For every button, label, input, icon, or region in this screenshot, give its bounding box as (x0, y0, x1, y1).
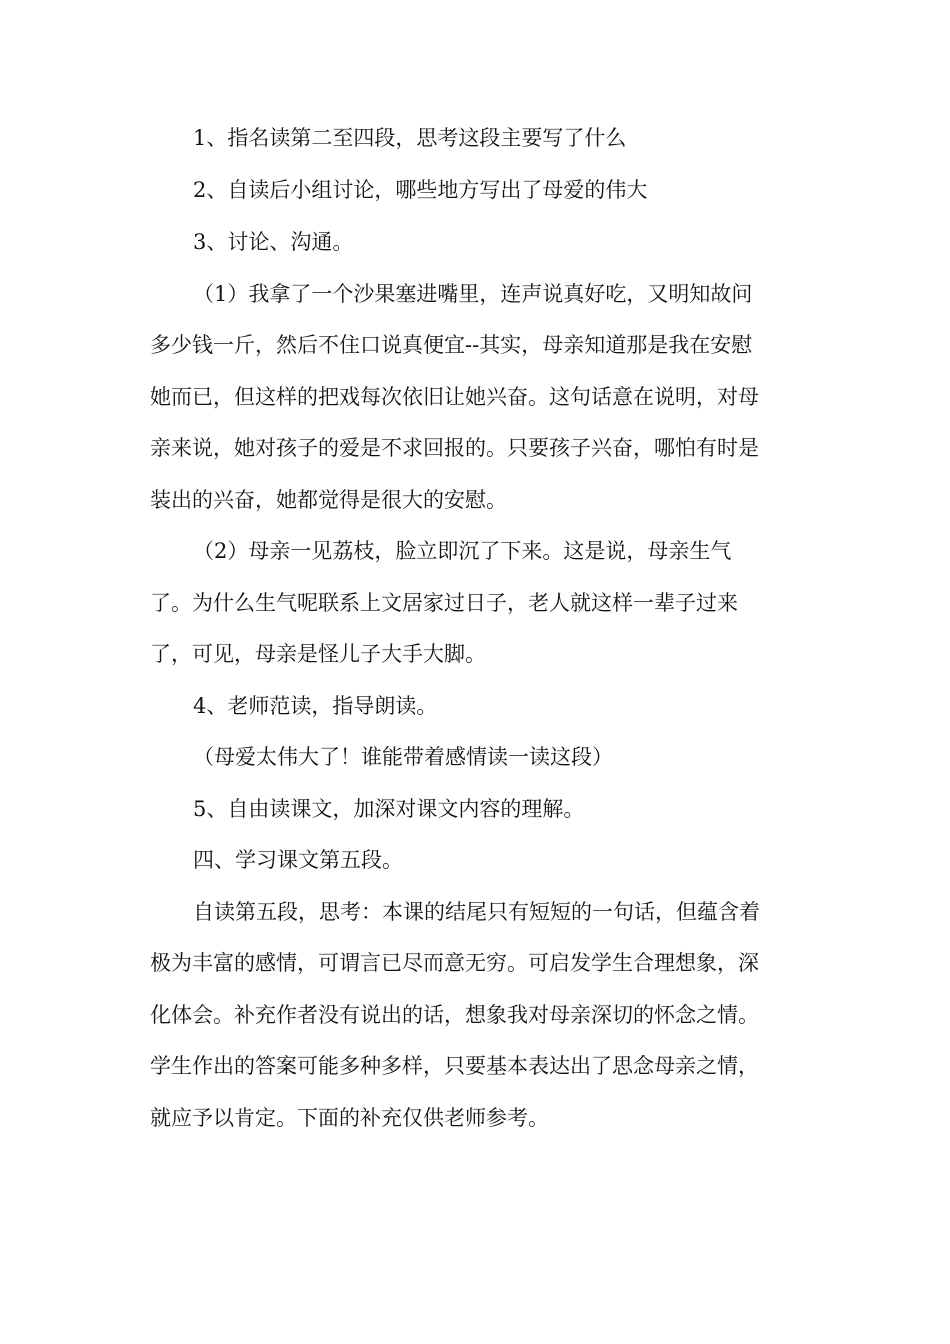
point-1-line-4: 亲来说，她对孩子的爱是不求回报的。只要孩子兴奋，哪怕有时是 (150, 436, 759, 460)
point-2-line-1: （2）母亲一见荔枝，脸立即沉了下来。这是说，母亲生气 (193, 539, 732, 563)
point-1-line-2: 多少钱一斤，然后不住口说真便宜--其实，母亲知道那是我在安慰 (150, 333, 753, 357)
point-1-line-1: （1）我拿了一个沙果塞进嘴里，连声说真好吃，又明知故问 (193, 282, 753, 306)
final-para-line-4: 学生作出的答案可能多种多样，只要基本表达出了思念母亲之情， (150, 1054, 759, 1078)
section-4-heading: 四、学习课文第五段。 (193, 848, 403, 872)
final-para-line-1: 自读第五段，思考：本课的结尾只有短短的一句话，但蕴含着 (193, 900, 760, 924)
point-2-line-2: 了。为什么生气呢联系上文居家过日子，老人就这样一辈子过来 (150, 591, 738, 615)
final-para-line-5: 就应予以肯定。下面的补充仅供老师参考。 (150, 1106, 549, 1130)
prompt-line: （母爱太伟大了！谁能带着感情读一读这段） (193, 745, 613, 769)
step-1-line: 1、指名读第二至四段，思考这段主要写了什么 (193, 126, 627, 150)
step-4-line: 4、老师范读，指导朗读。 (193, 694, 438, 718)
point-1-line-5: 装出的兴奋，她都觉得是很大的安慰。 (150, 488, 507, 512)
point-1-line-3: 她而已，但这样的把戏每次依旧让她兴奋。这句话意在说明，对母 (150, 385, 759, 409)
step-2-line: 2、自读后小组讨论，哪些地方写出了母爱的伟大 (193, 178, 648, 202)
final-para-line-2: 极为丰富的感情，可谓言已尽而意无穷。可启发学生合理想象，深 (150, 951, 759, 975)
step-3-line: 3、讨论、沟通。 (193, 230, 354, 254)
point-2-line-3: 了，可见，母亲是怪儿子大手大脚。 (150, 642, 486, 666)
step-5-line: 5、自由读课文，加深对课文内容的理解。 (193, 797, 585, 821)
final-para-line-3: 化体会。补充作者没有说出的话，想象我对母亲深切的怀念之情。 (150, 1003, 759, 1027)
